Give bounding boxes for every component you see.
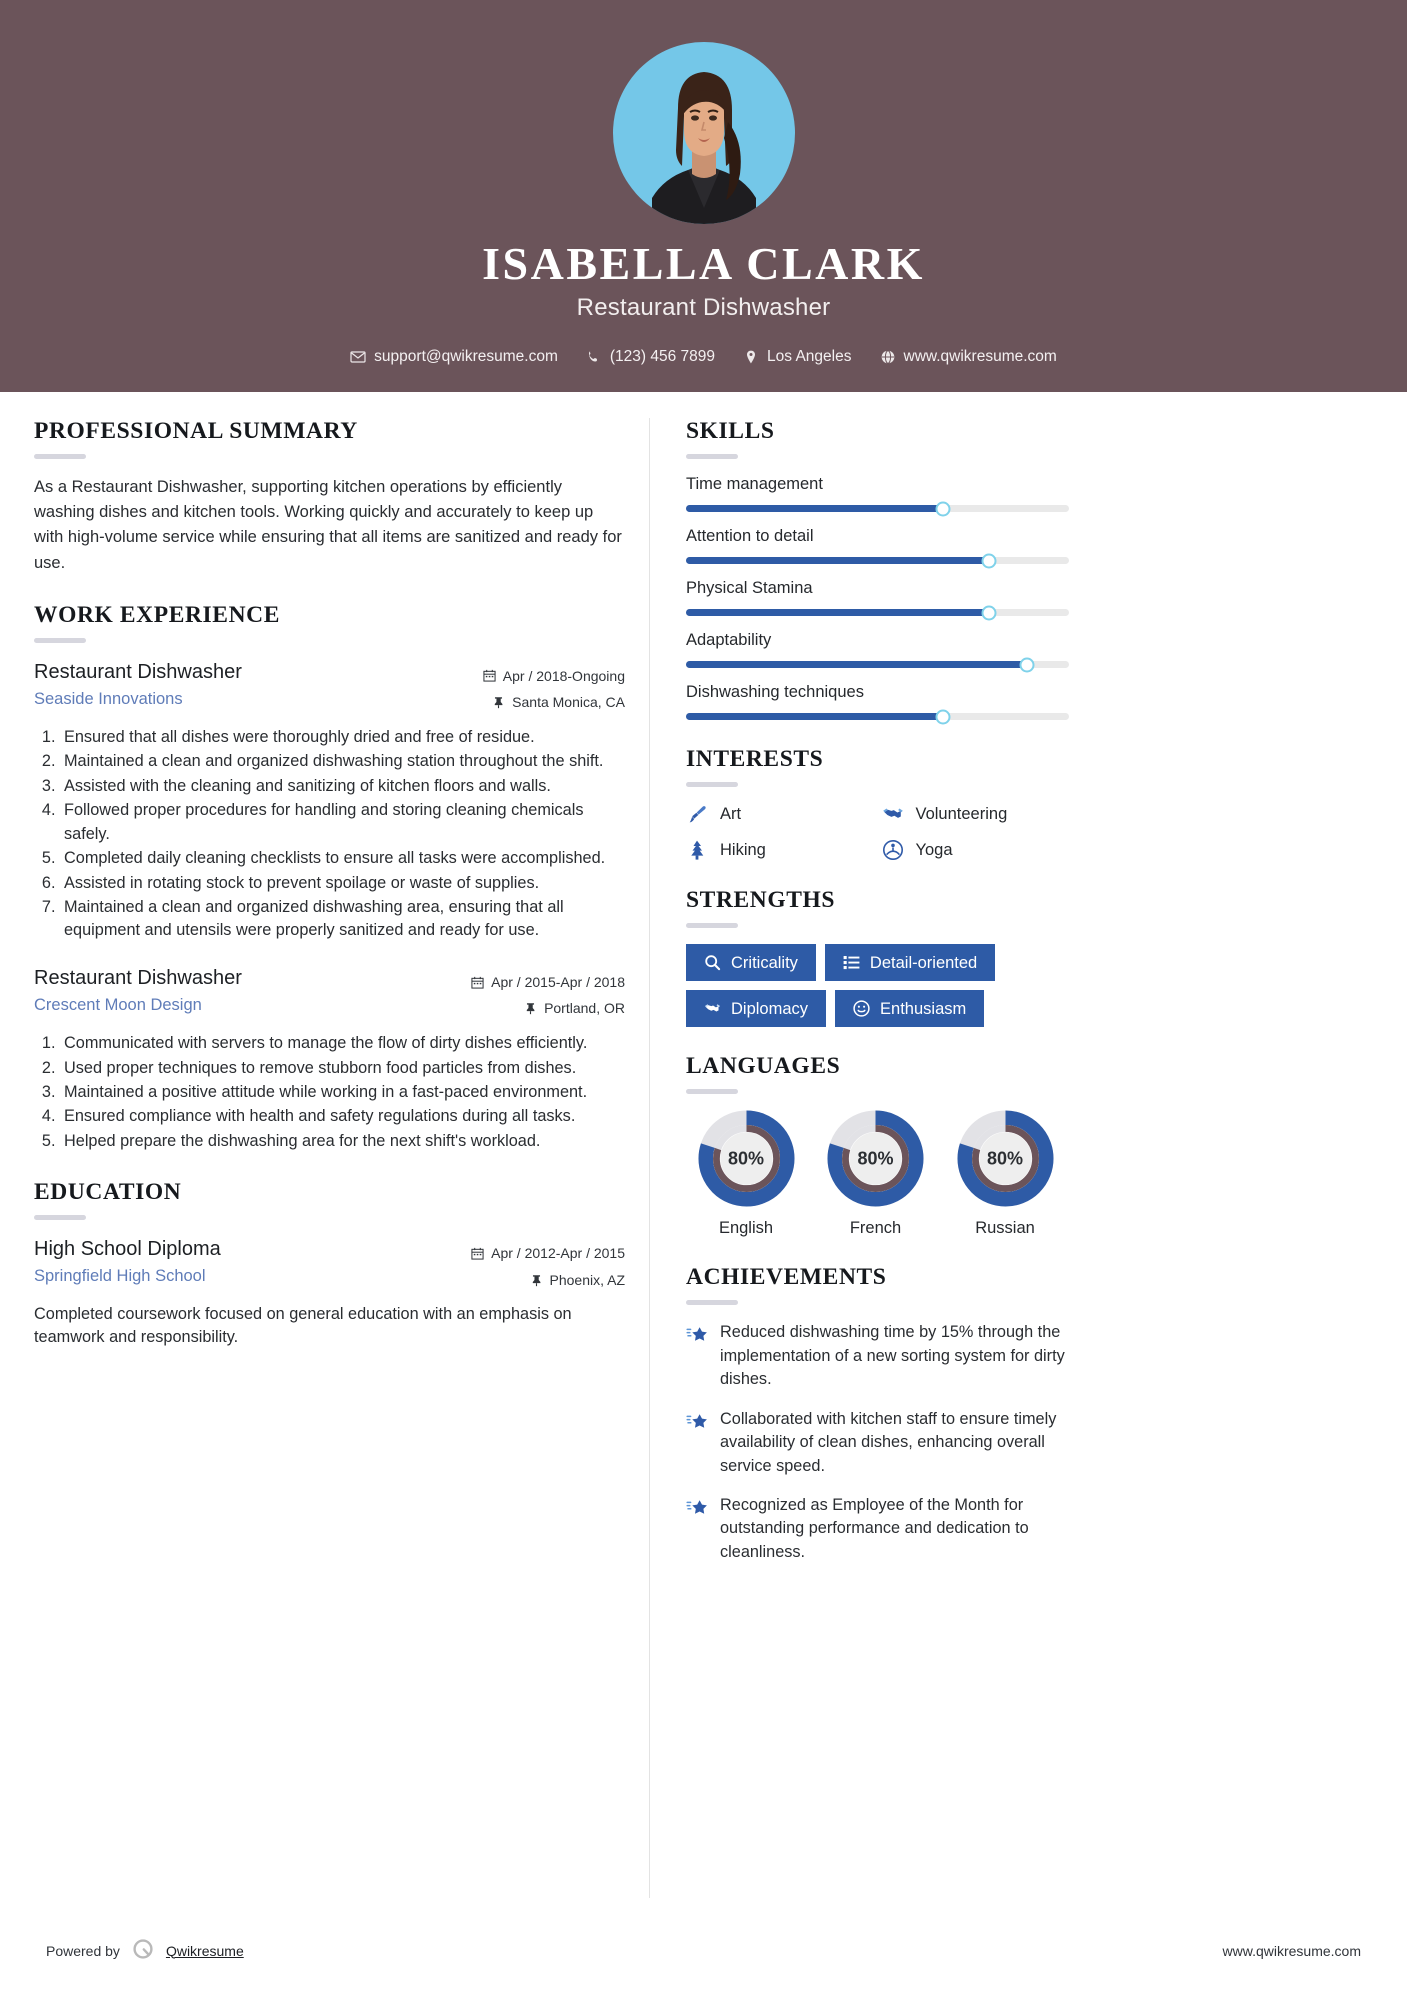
job-bullets <box>60 726 625 943</box>
achievements-heading: ACHIEVEMENTS <box>686 1264 887 1291</box>
achievement-text: Reduced dishwashing time by 15% through the implementation of a new sorting system for dirty dishes. <box>720 1323 1065 1389</box>
strengths-heading: STRENGTHS <box>686 887 836 914</box>
bullet: 4. Followed proper procedures for handling and storing cleaning chemicals safely. <box>60 799 625 846</box>
avatar-photo <box>644 58 764 224</box>
interest-item <box>686 839 874 861</box>
contact-location-text: Los Angeles <box>767 348 852 366</box>
bullet: 3. Maintained a positive attitude while working in a fast-paced environment. <box>60 1081 625 1104</box>
language-item <box>816 1110 936 1238</box>
job-role: Restaurant Dishwasher <box>34 660 242 683</box>
envelope-icon <box>350 349 366 365</box>
interest-label: Yoga <box>915 840 953 859</box>
map-pin-icon <box>743 349 759 365</box>
calendar-icon <box>471 976 484 989</box>
section-divider <box>686 923 738 928</box>
languages-heading: LANGUAGES <box>686 1053 841 1080</box>
magnifier-icon <box>704 954 721 971</box>
section-skills <box>686 418 1069 720</box>
achievement-item <box>686 1408 1069 1478</box>
strength-label: Criticality <box>731 953 798 972</box>
language-percent: 80% <box>727 1148 765 1169</box>
education-degree: High School Diploma <box>34 1238 221 1261</box>
bullet: 2. Used proper techniques to remove stubborn food particles from dishes. <box>60 1057 625 1080</box>
skill-fill <box>686 557 989 564</box>
pushpin-icon <box>524 1002 537 1015</box>
section-achievements <box>686 1264 1069 1564</box>
section-divider <box>34 454 86 459</box>
section-strengths <box>686 887 1069 1027</box>
yoga-icon <box>882 839 904 861</box>
section-divider <box>34 1215 86 1220</box>
education-location: Phoenix, AZ <box>549 1271 625 1288</box>
bullet: 1. Ensured that all dishes were thoroughly dried and free of residue. <box>60 726 625 749</box>
contact-phone[interactable] <box>586 348 715 366</box>
strength-label: Diplomacy <box>731 999 809 1018</box>
page-footer <box>0 1937 1407 1964</box>
interests-heading: INTERESTS <box>686 746 824 773</box>
language-item <box>686 1110 806 1238</box>
list-icon <box>843 954 860 971</box>
left-column <box>34 418 649 1375</box>
strength-chip-diplomacy[interactable] <box>686 990 826 1027</box>
bullet: 2. Maintained a clean and organized dishwashing station throughout the shift. <box>60 750 625 773</box>
job-dates: Apr / 2015-Apr / 2018 <box>491 973 625 990</box>
experience-item <box>34 659 625 943</box>
job-dates: Apr / 2018-Ongoing <box>502 667 625 684</box>
contact-website[interactable] <box>880 348 1057 366</box>
globe-icon <box>880 349 896 365</box>
star-icon <box>686 1411 708 1433</box>
powered-by-label: Powered by <box>46 1942 120 1959</box>
section-divider <box>686 1300 738 1305</box>
contact-email[interactable] <box>350 348 558 366</box>
language-donut <box>957 1110 1054 1207</box>
bullet: 7. Maintained a clean and organized dishwashing area, ensuring that all equipment and utensils were properly sanitized and ready for use. <box>60 896 625 943</box>
section-divider <box>686 782 738 787</box>
bullet: 5. Completed daily cleaning checklists to ensure all tasks were accomplished. <box>60 847 625 870</box>
job-company[interactable]: Seaside Innovations <box>34 689 183 708</box>
skill-item <box>686 527 1069 564</box>
strength-label: Detail-oriented <box>869 953 978 972</box>
skill-knob[interactable] <box>935 709 950 724</box>
interest-label: Art <box>720 804 742 823</box>
skill-slider[interactable] <box>686 713 1069 720</box>
skill-label: Dishwashing techniques <box>686 683 864 702</box>
job-bullets <box>60 1032 625 1153</box>
skill-label: Time management <box>686 475 823 494</box>
bullet: 4. Ensured compliance with health and safety regulations during all tasks. <box>60 1105 625 1128</box>
education-item <box>34 1236 625 1349</box>
skill-item <box>686 475 1069 512</box>
interest-item <box>882 803 1070 825</box>
skill-fill <box>686 505 943 512</box>
language-donut <box>827 1110 924 1207</box>
pine-tree-icon <box>686 839 708 861</box>
skill-knob[interactable] <box>981 605 996 620</box>
education-heading: EDUCATION <box>34 1179 182 1206</box>
calendar-icon <box>471 1247 484 1260</box>
footer-url: www.qwikresume.com <box>1222 1942 1361 1959</box>
skill-label: Adaptability <box>686 631 772 650</box>
powered-by <box>46 1937 244 1964</box>
skill-fill <box>686 713 943 720</box>
job-location: Santa Monica, CA <box>512 694 625 711</box>
language-item <box>945 1110 1065 1238</box>
resume-body <box>0 392 1407 1898</box>
qwikresume-logo-icon <box>131 1937 155 1964</box>
job-company[interactable]: Crescent Moon Design <box>34 995 202 1014</box>
job-role: Restaurant Dishwasher <box>34 966 242 989</box>
summary-heading: PROFESSIONAL SUMMARY <box>34 418 358 445</box>
smiley-icon <box>853 1000 870 1017</box>
handshake-icon <box>882 803 904 825</box>
skills-heading: SKILLS <box>686 418 775 445</box>
interest-label: Hiking <box>720 840 766 859</box>
contact-website-text: www.qwikresume.com <box>903 348 1057 366</box>
contact-row <box>0 348 1407 366</box>
star-icon <box>686 1324 708 1346</box>
achievement-text: Collaborated with kitchen staff to ensure timely availability of clean dishes, enhancing overall service speed. <box>720 1409 1057 1475</box>
section-divider <box>686 454 738 459</box>
section-languages <box>686 1053 1069 1238</box>
language-name: English <box>718 1219 774 1238</box>
section-interests <box>686 746 1069 861</box>
skill-slider[interactable] <box>686 505 1069 512</box>
section-professional-summary <box>34 418 625 575</box>
education-description: Completed coursework focused on general education with an emphasis on teamwork and responsibility. <box>34 1304 572 1347</box>
language-percent: 80% <box>986 1148 1024 1169</box>
contact-location <box>743 348 851 366</box>
contact-phone-text: (123) 456 7899 <box>609 348 716 366</box>
skill-label: Physical Stamina <box>686 579 813 598</box>
interest-item <box>882 839 1070 861</box>
qwikresume-link[interactable]: Qwikresume <box>165 1942 244 1959</box>
achievement-item <box>686 1494 1069 1564</box>
pushpin-icon <box>492 696 505 709</box>
bullet: 1. Communicated with servers to manage the flow of dirty dishes efficiently. <box>60 1032 625 1055</box>
experience-item <box>34 965 625 1153</box>
paintbrush-icon <box>686 803 708 825</box>
achievement-text: Recognized as Employee of the Month for outstanding performance and dedication to cleanliness. <box>720 1496 1029 1561</box>
interest-label: Volunteering <box>915 804 1008 823</box>
education-school[interactable]: Springfield High School <box>34 1267 206 1286</box>
bullet: 5. Helped prepare the dishwashing area for the next shift's workload. <box>60 1130 625 1153</box>
page-title: ISABELLA CLARK <box>482 238 925 289</box>
language-percent: 80% <box>857 1148 894 1169</box>
interest-item <box>686 803 874 825</box>
star-icon <box>686 1497 708 1519</box>
skill-fill <box>686 609 989 616</box>
experience-heading: WORK EXPERIENCE <box>34 601 280 628</box>
skill-label: Attention to detail <box>686 527 814 546</box>
skill-slider[interactable] <box>686 557 1069 564</box>
skill-item <box>686 579 1069 616</box>
header-job-title: Restaurant Dishwasher <box>576 294 831 322</box>
job-location: Portland, OR <box>544 1000 625 1017</box>
strength-chip-criticality[interactable] <box>686 944 816 981</box>
pushpin-icon <box>530 1274 543 1287</box>
summary-text: As a Restaurant Dishwasher, supporting kitchen operations by efficiently washing dishes and kitchen tools. Working quickly and accurately to keep up with high-volume service while ensuring that all items are sanitized and ready for use. <box>34 478 622 572</box>
skill-knob[interactable] <box>981 553 996 568</box>
bullet: 6. Assisted in rotating stock to prevent spoilage or waste of supplies. <box>60 872 625 895</box>
skill-fill <box>686 661 1027 668</box>
language-donut <box>698 1110 795 1207</box>
skill-knob[interactable] <box>935 501 950 516</box>
contact-email-text: support@qwikresume.com <box>374 348 558 366</box>
language-name: French <box>849 1219 902 1238</box>
section-divider <box>686 1089 738 1094</box>
strength-label: Enthusiasm <box>880 999 967 1018</box>
strength-chip-detail-oriented[interactable] <box>825 944 995 981</box>
skill-item <box>686 683 1069 720</box>
handshake-icon <box>704 1000 721 1017</box>
achievement-item <box>686 1321 1069 1391</box>
skill-slider[interactable] <box>686 661 1069 668</box>
skill-knob[interactable] <box>1019 657 1034 672</box>
right-column <box>649 418 1069 1898</box>
bullet: 3. Assisted with the cleaning and sanitizing of kitchen floors and walls. <box>60 775 625 798</box>
section-education <box>34 1179 625 1349</box>
skill-item <box>686 631 1069 668</box>
resume-header <box>0 0 1407 392</box>
language-name: Russian <box>975 1219 1035 1238</box>
skill-slider[interactable] <box>686 609 1069 616</box>
section-divider <box>34 638 86 643</box>
phone-icon <box>586 349 602 365</box>
education-dates: Apr / 2012-Apr / 2015 <box>491 1245 625 1262</box>
strength-chip-enthusiasm[interactable] <box>835 990 984 1027</box>
calendar-icon <box>483 669 496 682</box>
section-work-experience <box>34 602 625 1154</box>
avatar <box>613 42 795 224</box>
